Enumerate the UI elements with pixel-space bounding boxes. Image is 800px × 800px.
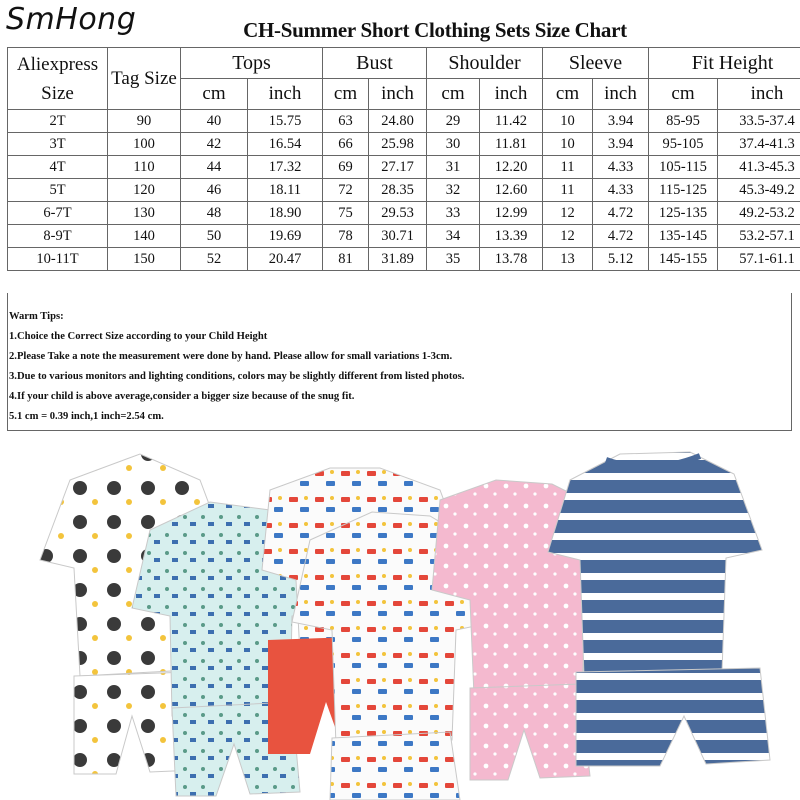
- table-cell: 15.75: [248, 110, 323, 133]
- table-cell: 33: [427, 202, 480, 225]
- table-cell: 2T: [8, 110, 108, 133]
- table-cell: 130: [108, 202, 181, 225]
- unit-inch: inch: [593, 79, 649, 110]
- unit-cm: cm: [649, 79, 718, 110]
- table-cell: 12: [543, 225, 593, 248]
- table-cell: 34: [427, 225, 480, 248]
- table-cell: 27.17: [369, 156, 427, 179]
- table-cell: 24.80: [369, 110, 427, 133]
- table-cell: 18.11: [248, 179, 323, 202]
- table-cell: 78: [323, 225, 369, 248]
- table-cell: 4T: [8, 156, 108, 179]
- table-cell: 40: [181, 110, 248, 133]
- table-cell: 105-115: [649, 156, 718, 179]
- table-cell: 28.35: [369, 179, 427, 202]
- table-row: [8, 202, 800, 225]
- table-cell: 81: [323, 248, 369, 271]
- tip-line: 3.Due to various monitors and lighting conditions, colors may be slightly different from listed photos.: [9, 371, 465, 382]
- unit-cm: cm: [323, 79, 369, 110]
- tip-line: 4.If your child is above average,consider a bigger size because of the snug fit.: [9, 391, 355, 402]
- table-cell: 11: [543, 179, 593, 202]
- table-cell: 3T: [8, 133, 108, 156]
- table-cell: 12.99: [480, 202, 543, 225]
- table-cell: 44: [181, 156, 248, 179]
- table-cell: 33.5-37.4: [718, 110, 800, 133]
- table-cell: 12.60: [480, 179, 543, 202]
- table-row: [8, 133, 800, 156]
- size-chart-table: [7, 47, 800, 271]
- table-cell: 50: [181, 225, 248, 248]
- table-cell: 4.72: [593, 202, 649, 225]
- table-cell: 4.33: [593, 156, 649, 179]
- table-cell: 5.12: [593, 248, 649, 271]
- header-aliexpress-size: [8, 48, 108, 110]
- table-cell: 42: [181, 133, 248, 156]
- table-cell: 52: [181, 248, 248, 271]
- tip-line: 2.Please Take a note the measurement were done by hand. Please allow for small variations 1-3cm.: [9, 351, 453, 362]
- header-tag-size: Tag Size: [108, 48, 181, 110]
- table-cell: 57.1-61.1: [718, 248, 800, 271]
- table-cell: 5T: [8, 179, 108, 202]
- table-cell: 100: [108, 133, 181, 156]
- table-cell: 120: [108, 179, 181, 202]
- table-cell: 13.78: [480, 248, 543, 271]
- table-cell: 31.89: [369, 248, 427, 271]
- table-cell: 11: [543, 156, 593, 179]
- unit-inch: inch: [718, 79, 800, 110]
- table-row: [8, 225, 800, 248]
- unit-inch: inch: [369, 79, 427, 110]
- header-shoulder: Shoulder: [427, 48, 543, 79]
- table-cell: 11.81: [480, 133, 543, 156]
- table-row: [8, 110, 800, 133]
- header-sleeve: Sleeve: [543, 48, 649, 79]
- blue-striped-set: [548, 452, 770, 766]
- table-row: [8, 248, 800, 271]
- table-cell: 63: [323, 110, 369, 133]
- table-cell: 90: [108, 110, 181, 133]
- table-cell: 115-125: [649, 179, 718, 202]
- table-cell: 18.90: [248, 202, 323, 225]
- table-cell: 66: [323, 133, 369, 156]
- table-cell: 13: [543, 248, 593, 271]
- table-row: [8, 179, 800, 202]
- table-cell: 19.69: [248, 225, 323, 248]
- product-photo: [0, 440, 800, 800]
- table-cell: 135-145: [649, 225, 718, 248]
- header-row-groups: [8, 48, 800, 79]
- table-cell: 150: [108, 248, 181, 271]
- table-cell: 4.72: [593, 225, 649, 248]
- table-cell: 6-7T: [8, 202, 108, 225]
- header-size-line2: Size: [41, 82, 74, 104]
- unit-cm: cm: [181, 79, 248, 110]
- table-cell: 69: [323, 156, 369, 179]
- table-cell: 145-155: [649, 248, 718, 271]
- table-cell: 140: [108, 225, 181, 248]
- table-cell: 41.3-45.3: [718, 156, 800, 179]
- table-cell: 125-135: [649, 202, 718, 225]
- table-cell: 10-11T: [8, 248, 108, 271]
- table-cell: 85-95: [649, 110, 718, 133]
- table-cell: 35: [427, 248, 480, 271]
- table-cell: 46: [181, 179, 248, 202]
- table-cell: 110: [108, 156, 181, 179]
- table-cell: 17.32: [248, 156, 323, 179]
- table-cell: 75: [323, 202, 369, 225]
- tips-heading: Warm Tips:: [9, 311, 64, 322]
- header-size-line1: Aliexpress: [16, 53, 99, 75]
- table-cell: 32: [427, 179, 480, 202]
- table-cell: 30.71: [369, 225, 427, 248]
- table-cell: 8-9T: [8, 225, 108, 248]
- table-cell: 11.42: [480, 110, 543, 133]
- table-cell: 13.39: [480, 225, 543, 248]
- tip-line: 5.1 cm = 0.39 inch,1 inch=2.54 cm.: [9, 411, 164, 422]
- table-cell: 95-105: [649, 133, 718, 156]
- table-cell: 10: [543, 133, 593, 156]
- table-cell: 72: [323, 179, 369, 202]
- table-cell: 12.20: [480, 156, 543, 179]
- brand-logo: SmHong: [6, 2, 137, 37]
- table-cell: 12: [543, 202, 593, 225]
- table-cell: 48: [181, 202, 248, 225]
- table-cell: 16.54: [248, 133, 323, 156]
- chart-title: CH-Summer Short Clothing Sets Size Chart: [243, 18, 627, 42]
- table-cell: 37.4-41.3: [718, 133, 800, 156]
- table-cell: 4.33: [593, 179, 649, 202]
- warm-tips-box: [7, 293, 792, 431]
- table-cell: 30: [427, 133, 480, 156]
- table-cell: 20.47: [248, 248, 323, 271]
- table-cell: 29: [427, 110, 480, 133]
- table-row: [8, 156, 800, 179]
- unit-cm: cm: [427, 79, 480, 110]
- header-fit-height: Fit Height: [649, 48, 800, 79]
- header-tops: Tops: [181, 48, 323, 79]
- header-bust: Bust: [323, 48, 427, 79]
- unit-cm: cm: [543, 79, 593, 110]
- table-cell: 45.3-49.2: [718, 179, 800, 202]
- tip-line: 1.Choice the Correct Size according to your Child Height: [9, 331, 268, 342]
- table-cell: 53.2-57.1: [718, 225, 800, 248]
- table-cell: 31: [427, 156, 480, 179]
- table-cell: 3.94: [593, 133, 649, 156]
- table-cell: 49.2-53.2: [718, 202, 800, 225]
- table-cell: 10: [543, 110, 593, 133]
- unit-inch: inch: [248, 79, 323, 110]
- table-cell: 25.98: [369, 133, 427, 156]
- unit-inch: inch: [480, 79, 543, 110]
- table-cell: 29.53: [369, 202, 427, 225]
- table-cell: 3.94: [593, 110, 649, 133]
